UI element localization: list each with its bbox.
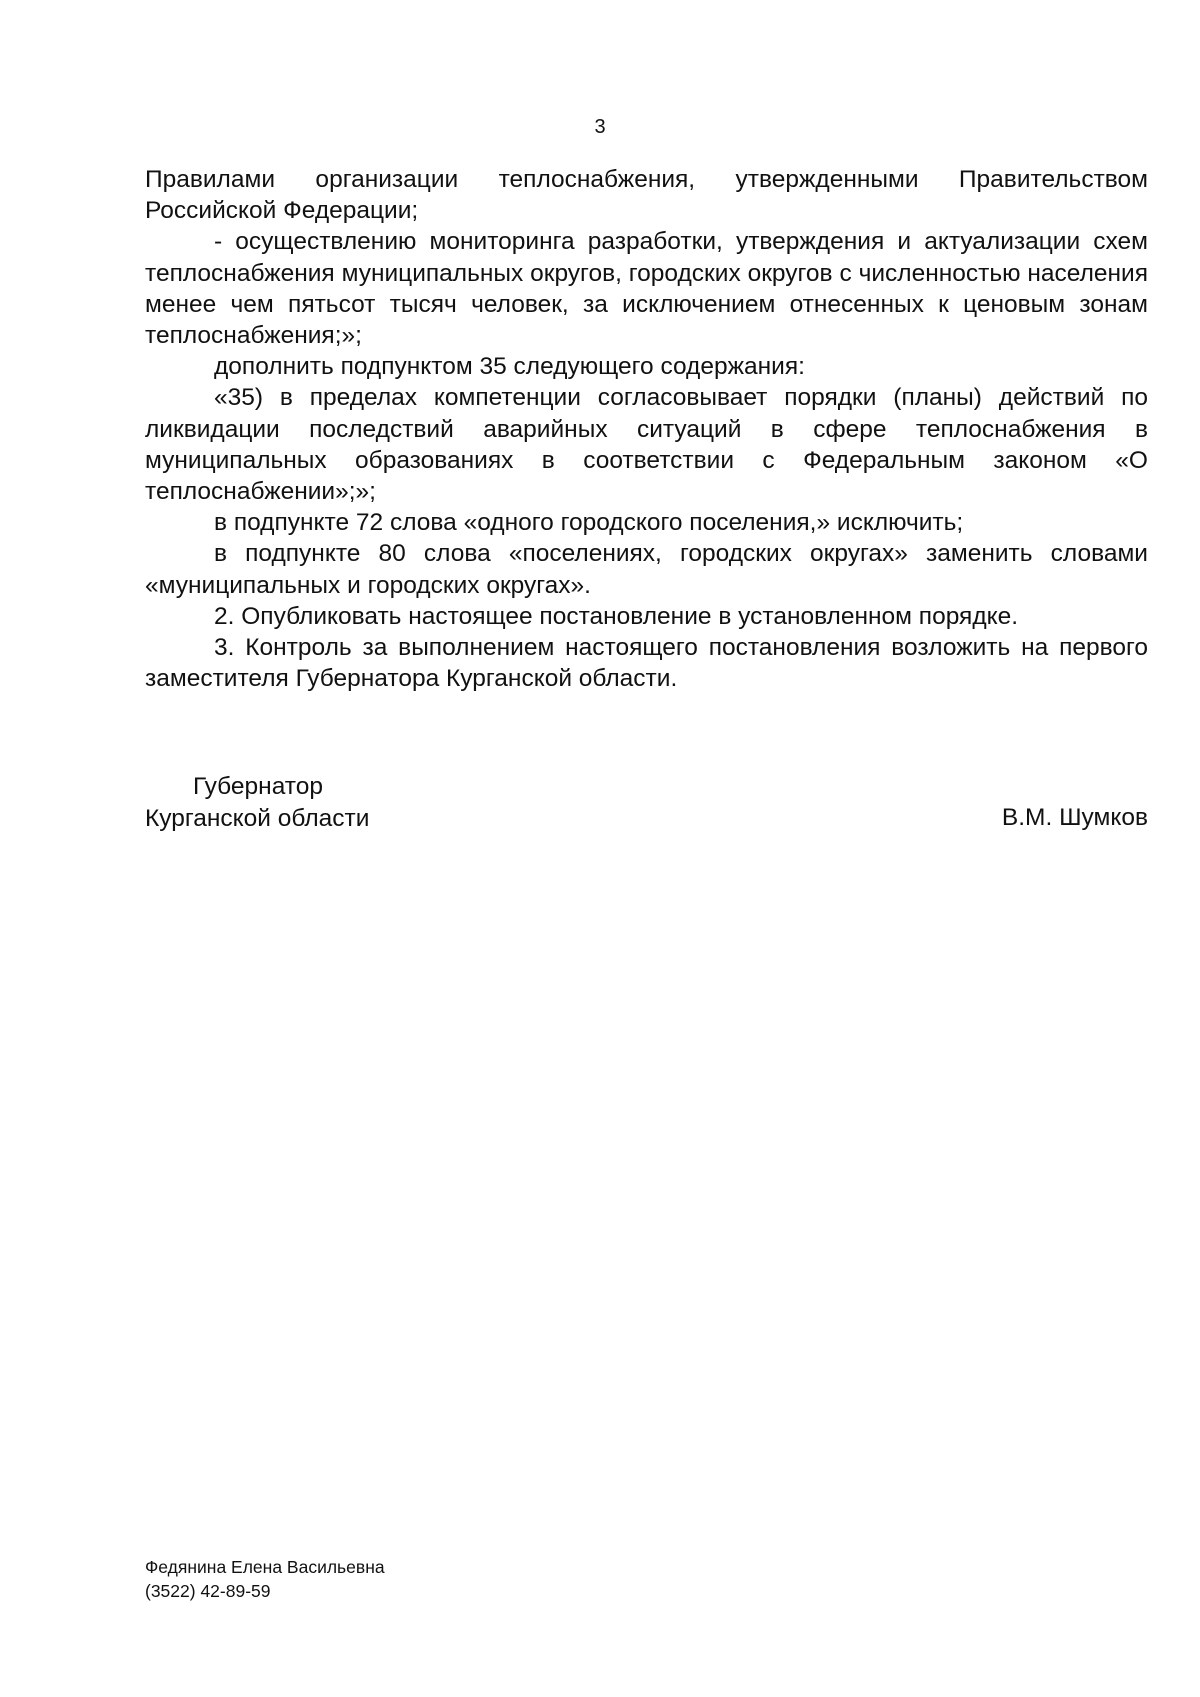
- paragraph: дополнить подпунктом 35 следующего содержания:: [214, 353, 805, 381]
- paragraph: «35) в пределах компетенции согласовывает порядки (планы) действий по ликвидации последствий аварийных ситуаций в сфере теплоснабжения в муниципальных образованиях в соответствии с Федеральным законом «О теплоснабжении»;»;: [145, 384, 1148, 506]
- paragraph: Правилами организации теплоснабжения, утвержденными Правительством Российской Федерации;: [145, 166, 1148, 225]
- signatory-name: В.М. Шумков: [1001, 804, 1148, 831]
- document-body: [145, 164, 1148, 694]
- signatory-title: [145, 771, 369, 834]
- executor-phone: (3522) 42-89-59: [145, 1581, 271, 1601]
- paragraph: 2. Опубликовать настоящее постановление в установленном порядке.: [214, 602, 1019, 630]
- paragraph: 3. Контроль за выполнением настоящего постановления возложить на первого заместителя Губернатора Курганской области.: [145, 634, 1148, 693]
- executor-block: [145, 1555, 385, 1603]
- signatory-title-line2: Курганской области: [145, 804, 370, 832]
- paragraph: - осуществлению мониторинга разработки, утверждения и актуализации схем теплоснабжения муниципальных округов, городских округов с численностью населения менее чем пятьсот тысяч человек, за исключением отнесенных к ценовым зонам теплоснабжения;»;: [145, 228, 1148, 350]
- paragraph: в подпункте 80 слова «поселениях, городских округах» заменить словами «муниципальных и городских округах».: [145, 540, 1148, 599]
- page-number: 3: [594, 116, 606, 138]
- signatory-title-line1: Губернатор: [193, 773, 323, 800]
- executor-name: Федянина Елена Васильевна: [145, 1557, 385, 1577]
- paragraph: в подпункте 72 слова «одного городского поселения,» исключить;: [214, 509, 964, 537]
